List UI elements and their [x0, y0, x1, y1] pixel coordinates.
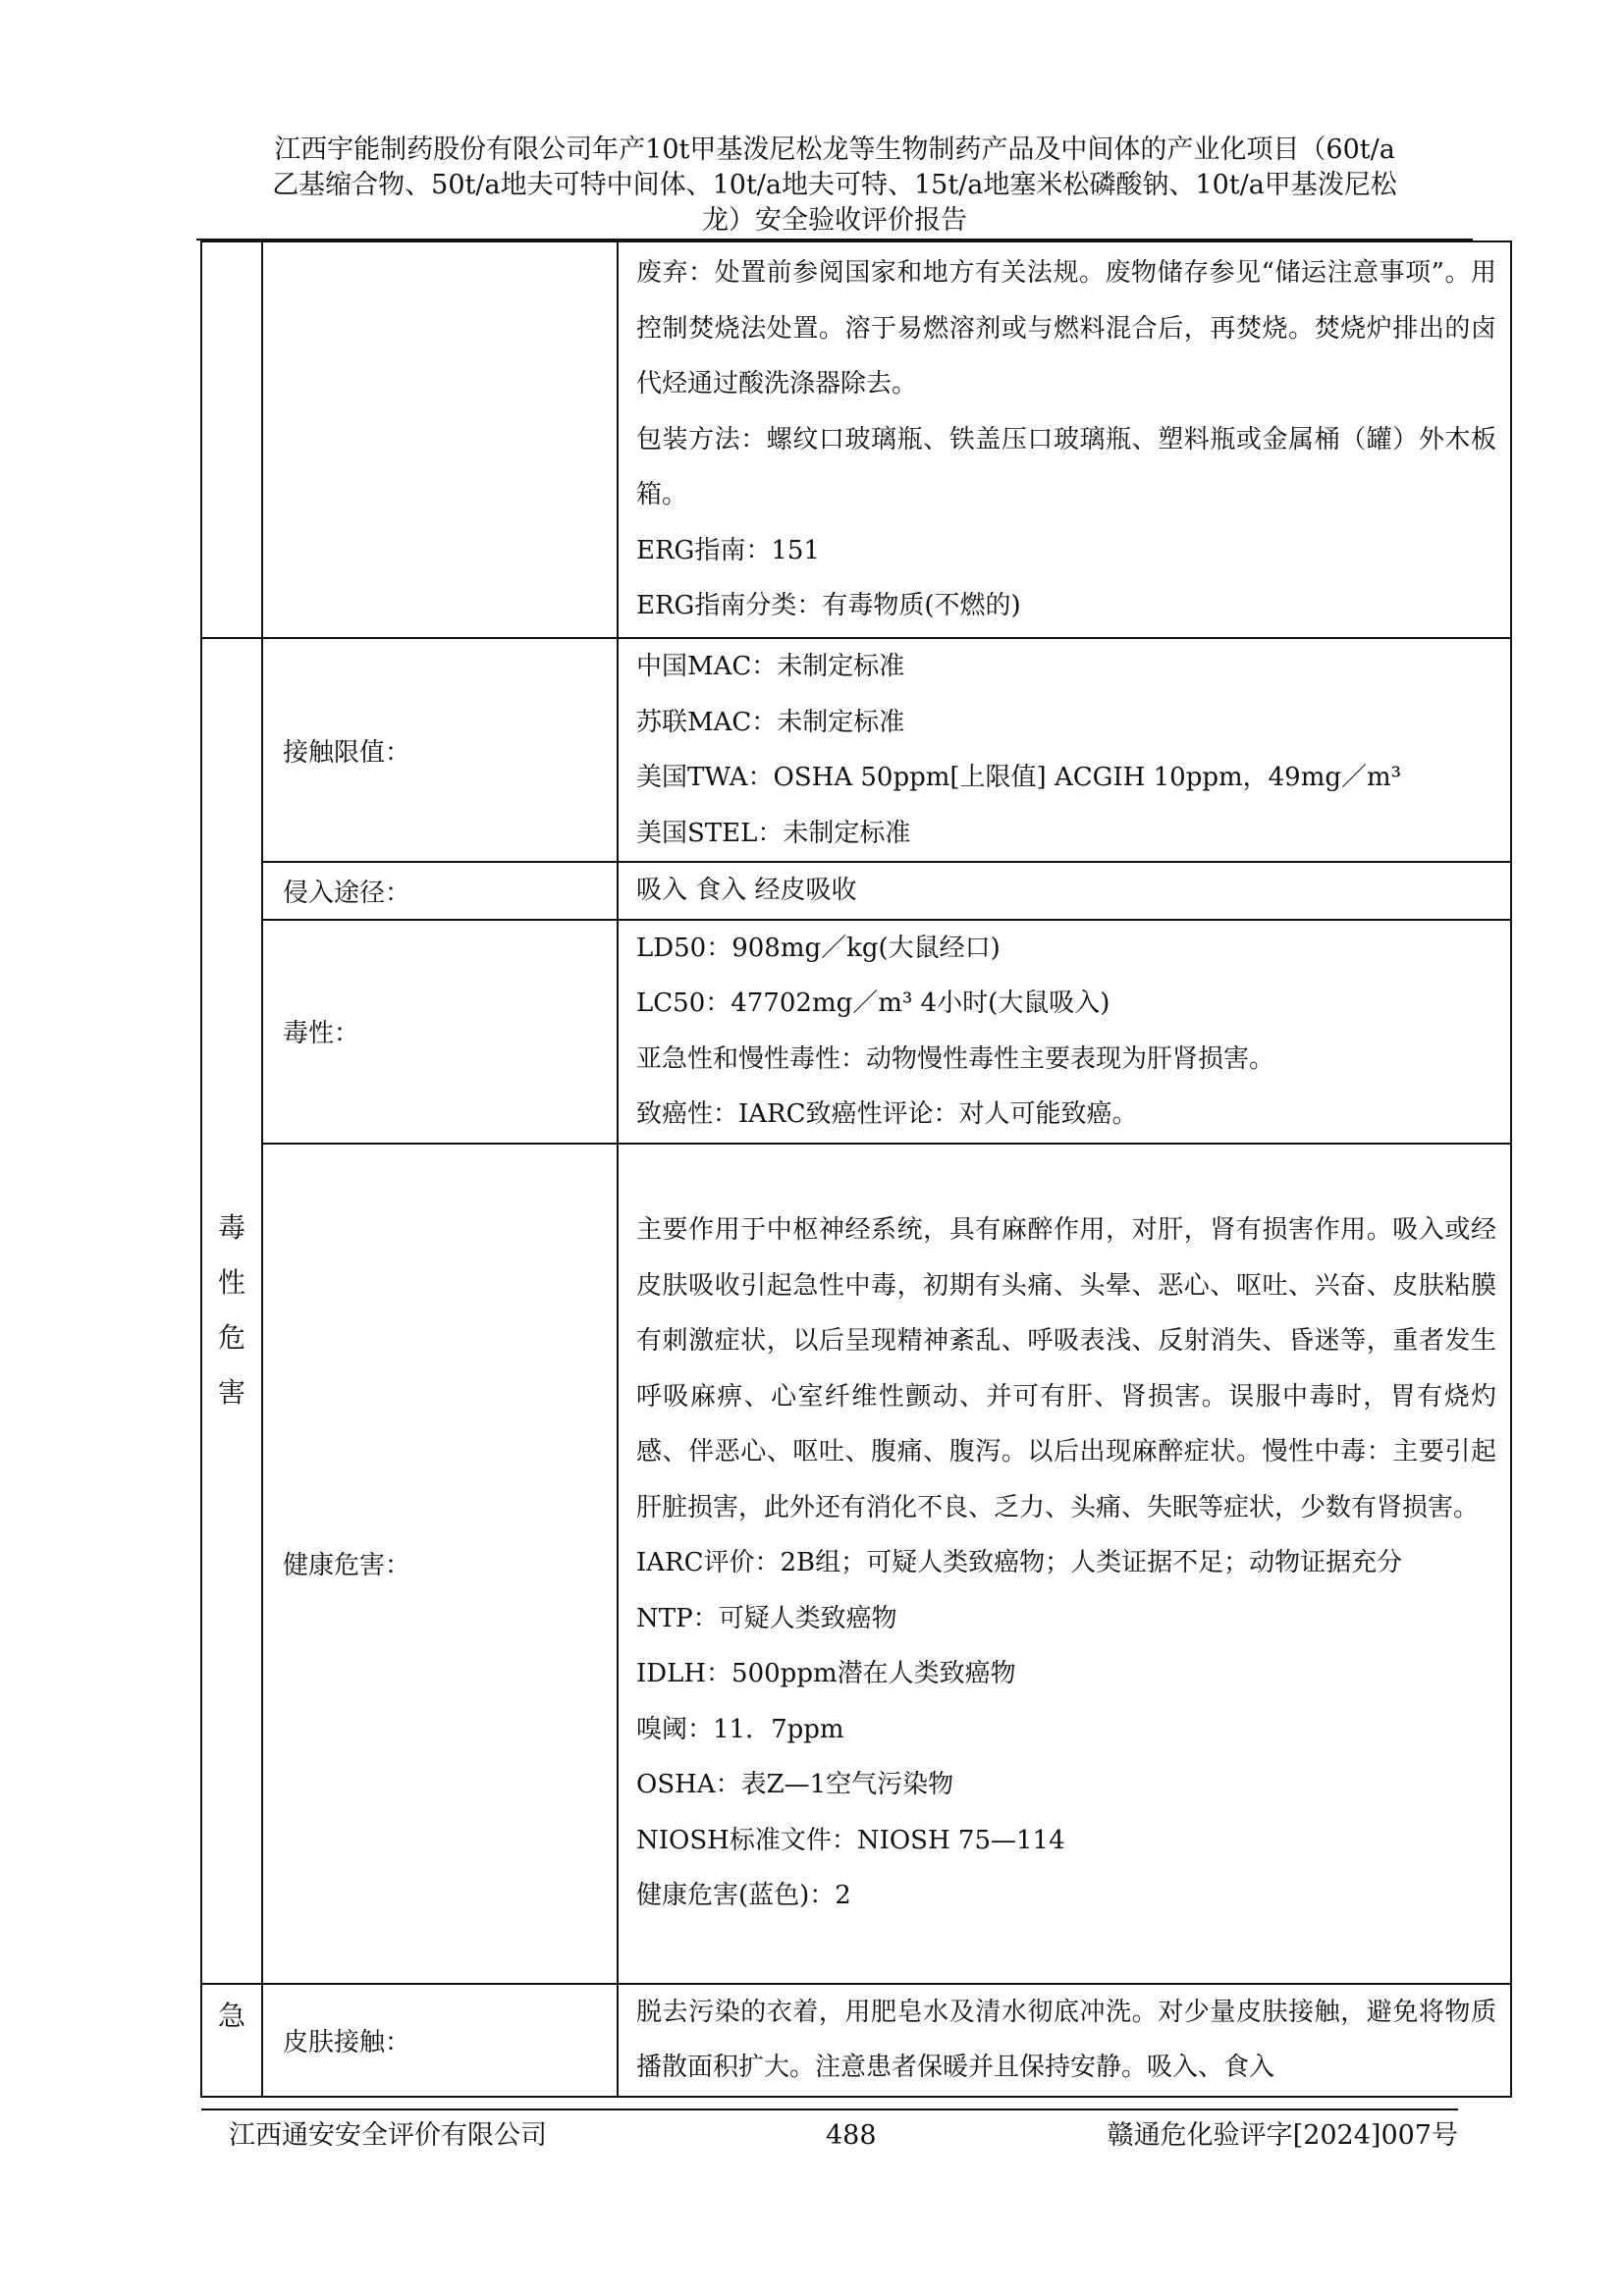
label-exposure-limits: 接触限值：	[262, 638, 618, 862]
erg-guide-text: ERG指南：151	[636, 535, 820, 565]
erg-class-text: ERG指南分类：有毒物质(不燃的)	[636, 591, 1021, 621]
us-stel-text: 美国STEL：未制定标准	[636, 818, 911, 848]
category-label-toxicity-hazard	[202, 1201, 261, 1420]
ussr-mac-text: 苏联MAC：未制定标准	[636, 707, 905, 737]
ld50-text: LD50：908mg／kg(大鼠经口)	[636, 933, 1001, 963]
health-rating-text: 健康危害(蓝色)：2	[636, 1881, 851, 1911]
skin-contact-text: 脱去污染的衣着，用肥皂水及清水彻底冲洗。对少量皮肤接触，避免将物质播散面积扩大。注意患者保暖并且保持安静。吸入、食入	[636, 1997, 1496, 2082]
label-skin-contact: 皮肤接触：	[262, 1984, 618, 2097]
category-cell-first-aid	[201, 1984, 262, 2097]
label-routes: 侵入途径：	[262, 862, 618, 920]
osha-text: OSHA：表Z—1空气污染物	[636, 1770, 954, 1800]
waste-disposal-text: 废弃：处置前参阅国家和地方有关法规。废物储存参见“储运注意事项”。用控制焚烧法处置。溶于易燃溶剂或与燃料混合后，再焚烧。焚烧炉排出的卤代烃通过酸洗涤器除去。	[636, 258, 1496, 400]
chronic-toxicity-text: 亚急性和慢性毒性：动物慢性毒性主要表现为肝肾损害。	[636, 1043, 1275, 1074]
skin-contact-content	[618, 1984, 1511, 2097]
category-char: 性	[217, 1266, 245, 1300]
category-char: 毒	[217, 1211, 245, 1245]
table-row-health-hazards	[201, 1144, 1511, 1984]
us-twa-text: 美国TWA：OSHA 50ppm[上限值] ACGIH 10ppm，49mg／m³	[636, 763, 1402, 792]
routes-content	[618, 862, 1511, 920]
health-hazards-content	[618, 1144, 1511, 1984]
niosh-text: NIOSH标准文件：NIOSH 75—114	[636, 1825, 1065, 1855]
category-cell-empty	[201, 241, 262, 638]
ntp-text: NTP：可疑人类致癌物	[636, 1603, 897, 1633]
category-char: 危	[217, 1321, 245, 1355]
disposal-content	[618, 241, 1511, 638]
table-row-disposal	[201, 241, 1511, 638]
category-char: 害	[217, 1376, 245, 1410]
packaging-text: 包装方法：螺纹口玻璃瓶、铁盖压口玻璃瓶、塑料瓶或金属桶（罐）外木板箱。	[636, 424, 1496, 510]
category-cell-toxicity	[201, 638, 262, 1984]
msds-table	[200, 240, 1512, 2098]
table-row-toxicity	[201, 920, 1511, 1144]
table-row-skin-contact	[201, 1984, 1511, 2097]
header-line-1: 江西宇能制药股份有限公司年产10t甲基泼尼松龙等生物制药产品及中间体的产业化项目（60t/a	[274, 134, 1395, 165]
footer-page-number: 488	[826, 2120, 877, 2151]
footer-company: 江西通安安全评价有限公司	[229, 2120, 547, 2151]
lc50-text: LC50：47702mg／m³ 4小时(大鼠吸入)	[636, 988, 1110, 1018]
carcinogenicity-text: 致癌性：IARC致癌性评论：对人可能致癌。	[636, 1099, 1138, 1129]
header-line-3: 龙）安全验收评价报告	[702, 205, 967, 236]
label-toxicity: 毒性：	[262, 920, 618, 1144]
category-label-first-aid: 急	[217, 1999, 245, 2032]
footer-document-number: 赣通危化验评字[2024]007号	[1107, 2120, 1458, 2151]
odor-threshold-text: 嗅阈：11．7ppm	[636, 1714, 844, 1744]
china-mac-text: 中国MAC：未制定标准	[636, 652, 905, 681]
toxicity-content	[618, 920, 1511, 1144]
routes-text: 吸入 食入 经皮吸收	[636, 876, 857, 905]
label-health-hazards: 健康危害：	[262, 1144, 618, 1984]
header-line-2: 乙基缩合物、50t/a地夫可特中间体、10t/a地夫可特、15t/a地塞米松磷酸钠、10t/a甲基泼尼松	[272, 170, 1397, 200]
page-header	[196, 133, 1473, 240]
health-hazard-paragraph: 主要作用于中枢神经系统，具有麻醉作用，对肝，肾有损害作用。吸入或经皮肤吸收引起急性中毒，初期有头痛、头晕、恶心、呕吐、兴奋、皮肤粘膜有刺激症状，以后呈现精神紊乱、呼吸表浅、反射消失、昏迷等，重者发生呼吸麻痹、心室纤维性颤动、并可有肝、肾损害。误服中毒时，胃有烧灼感、伴恶心、呕吐、腹痛、腹泻。以后出现麻醉症状。慢性中毒：主要引起肝脏损害，此外还有消化不良、乏力、头痛、失眠等症状，少数有肾损害。	[636, 1215, 1496, 1522]
idlh-text: IDLH：500ppm潜在人类致癌物	[636, 1659, 1016, 1689]
table-row-exposure-limits	[201, 638, 1511, 862]
exposure-limits-content	[618, 638, 1511, 862]
table-row-routes	[201, 862, 1511, 920]
page-footer	[201, 2109, 1458, 2151]
iarc-evaluation-text: IARC评价：2B组；可疑人类致癌物；人类证据不足；动物证据充分	[636, 1548, 1403, 1578]
label-cell-empty	[262, 241, 618, 638]
